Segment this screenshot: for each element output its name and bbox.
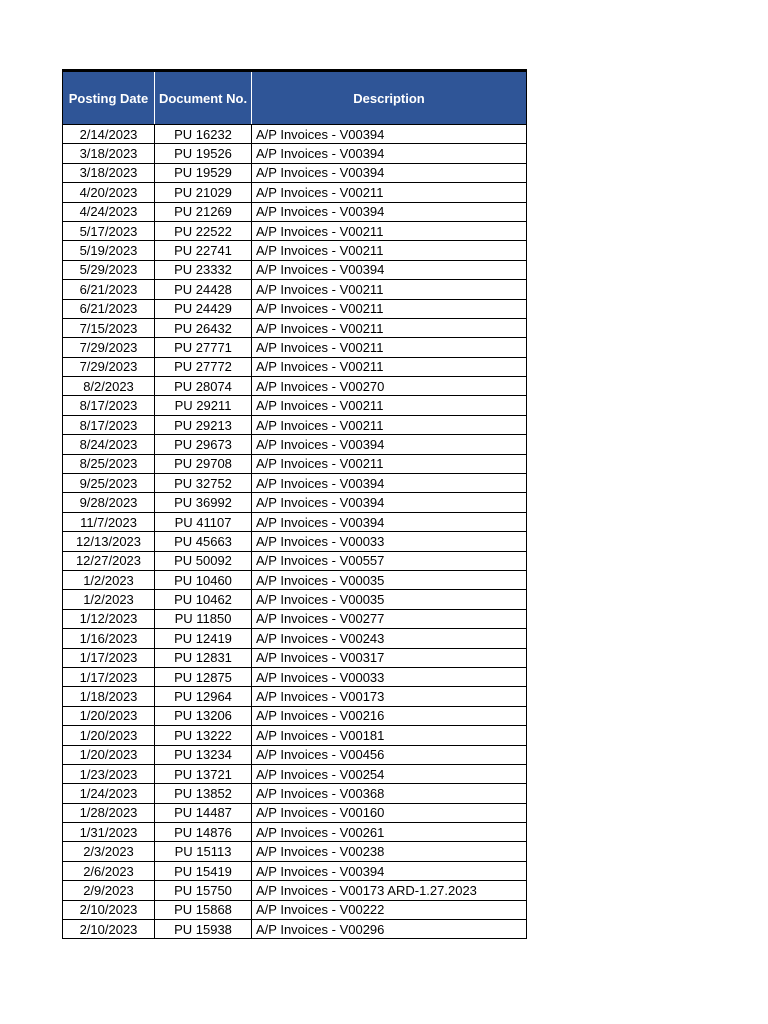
cell-posting-date: 4/20/2023 bbox=[63, 183, 155, 202]
cell-document-no: PU 15868 bbox=[155, 900, 252, 919]
cell-posting-date: 2/10/2023 bbox=[63, 920, 155, 939]
table-row bbox=[63, 144, 527, 163]
cell-description: A/P Invoices - V00160 bbox=[252, 803, 527, 822]
cell-posting-date: 1/28/2023 bbox=[63, 803, 155, 822]
cell-description: A/P Invoices - V00035 bbox=[252, 590, 527, 609]
cell-description: A/P Invoices - V00394 bbox=[252, 125, 527, 144]
table-row bbox=[63, 609, 527, 628]
cell-document-no: PU 41107 bbox=[155, 512, 252, 531]
cell-description: A/P Invoices - V00222 bbox=[252, 900, 527, 919]
table-row bbox=[63, 125, 527, 144]
table-row bbox=[63, 861, 527, 880]
cell-description: A/P Invoices - V00394 bbox=[252, 144, 527, 163]
cell-description: A/P Invoices - V00211 bbox=[252, 396, 527, 415]
cell-posting-date: 7/29/2023 bbox=[63, 357, 155, 376]
cell-document-no: PU 21029 bbox=[155, 183, 252, 202]
cell-description: A/P Invoices - V00211 bbox=[252, 299, 527, 318]
header-row bbox=[63, 71, 527, 125]
table-row bbox=[63, 338, 527, 357]
cell-posting-date: 1/2/2023 bbox=[63, 570, 155, 589]
cell-document-no: PU 29708 bbox=[155, 454, 252, 473]
cell-posting-date: 1/24/2023 bbox=[63, 784, 155, 803]
table-row bbox=[63, 842, 527, 861]
table-row bbox=[63, 532, 527, 551]
cell-posting-date: 1/12/2023 bbox=[63, 609, 155, 628]
cell-description: A/P Invoices - V00173 bbox=[252, 687, 527, 706]
table-row bbox=[63, 396, 527, 415]
cell-posting-date: 8/17/2023 bbox=[63, 415, 155, 434]
cell-description: A/P Invoices - V00368 bbox=[252, 784, 527, 803]
cell-document-no: PU 10462 bbox=[155, 590, 252, 609]
cell-document-no: PU 22522 bbox=[155, 221, 252, 240]
table-row bbox=[63, 784, 527, 803]
cell-description: A/P Invoices - V00211 bbox=[252, 357, 527, 376]
cell-description: A/P Invoices - V00394 bbox=[252, 474, 527, 493]
cell-posting-date: 9/28/2023 bbox=[63, 493, 155, 512]
cell-description: A/P Invoices - V00238 bbox=[252, 842, 527, 861]
cell-description: A/P Invoices - V00173 ARD-1.27.2023 bbox=[252, 881, 527, 900]
cell-description: A/P Invoices - V00394 bbox=[252, 493, 527, 512]
table-row bbox=[63, 900, 527, 919]
cell-document-no: PU 12964 bbox=[155, 687, 252, 706]
table-row bbox=[63, 551, 527, 570]
cell-posting-date: 1/20/2023 bbox=[63, 706, 155, 725]
cell-description: A/P Invoices - V00277 bbox=[252, 609, 527, 628]
cell-posting-date: 2/6/2023 bbox=[63, 861, 155, 880]
header-description: Description bbox=[252, 71, 527, 125]
cell-description: A/P Invoices - V00394 bbox=[252, 435, 527, 454]
table-row bbox=[63, 260, 527, 279]
cell-description: A/P Invoices - V00394 bbox=[252, 163, 527, 182]
cell-document-no: PU 12875 bbox=[155, 667, 252, 686]
cell-posting-date: 1/20/2023 bbox=[63, 745, 155, 764]
cell-posting-date: 1/2/2023 bbox=[63, 590, 155, 609]
cell-posting-date: 8/25/2023 bbox=[63, 454, 155, 473]
cell-description: A/P Invoices - V00211 bbox=[252, 241, 527, 260]
cell-posting-date: 7/15/2023 bbox=[63, 318, 155, 337]
cell-document-no: PU 16232 bbox=[155, 125, 252, 144]
cell-posting-date: 3/18/2023 bbox=[63, 163, 155, 182]
cell-posting-date: 4/24/2023 bbox=[63, 202, 155, 221]
table-row bbox=[63, 823, 527, 842]
cell-document-no: PU 28074 bbox=[155, 377, 252, 396]
cell-posting-date: 12/13/2023 bbox=[63, 532, 155, 551]
table-row bbox=[63, 377, 527, 396]
cell-document-no: PU 11850 bbox=[155, 609, 252, 628]
cell-document-no: PU 29211 bbox=[155, 396, 252, 415]
table-row bbox=[63, 318, 527, 337]
cell-description: A/P Invoices - V00181 bbox=[252, 726, 527, 745]
cell-posting-date: 1/20/2023 bbox=[63, 726, 155, 745]
cell-document-no: PU 22741 bbox=[155, 241, 252, 260]
table-row bbox=[63, 280, 527, 299]
cell-document-no: PU 13206 bbox=[155, 706, 252, 725]
table-row bbox=[63, 493, 527, 512]
invoice-table bbox=[62, 69, 527, 939]
cell-posting-date: 8/2/2023 bbox=[63, 377, 155, 396]
cell-description: A/P Invoices - V00211 bbox=[252, 338, 527, 357]
cell-description: A/P Invoices - V00211 bbox=[252, 454, 527, 473]
cell-posting-date: 9/25/2023 bbox=[63, 474, 155, 493]
cell-posting-date: 1/31/2023 bbox=[63, 823, 155, 842]
cell-description: A/P Invoices - V00394 bbox=[252, 202, 527, 221]
cell-posting-date: 2/14/2023 bbox=[63, 125, 155, 144]
cell-document-no: PU 19526 bbox=[155, 144, 252, 163]
table-row bbox=[63, 726, 527, 745]
table-row bbox=[63, 241, 527, 260]
cell-description: A/P Invoices - V00211 bbox=[252, 318, 527, 337]
cell-document-no: PU 15938 bbox=[155, 920, 252, 939]
cell-document-no: PU 19529 bbox=[155, 163, 252, 182]
cell-posting-date: 1/16/2023 bbox=[63, 629, 155, 648]
table-row bbox=[63, 803, 527, 822]
cell-document-no: PU 26432 bbox=[155, 318, 252, 337]
table-row bbox=[63, 435, 527, 454]
cell-description: A/P Invoices - V00557 bbox=[252, 551, 527, 570]
cell-description: A/P Invoices - V00033 bbox=[252, 667, 527, 686]
table-row bbox=[63, 687, 527, 706]
table-row bbox=[63, 512, 527, 531]
cell-document-no: PU 32752 bbox=[155, 474, 252, 493]
table-row bbox=[63, 667, 527, 686]
cell-document-no: PU 50092 bbox=[155, 551, 252, 570]
cell-posting-date: 8/24/2023 bbox=[63, 435, 155, 454]
cell-posting-date: 5/29/2023 bbox=[63, 260, 155, 279]
cell-description: A/P Invoices - V00261 bbox=[252, 823, 527, 842]
cell-posting-date: 5/17/2023 bbox=[63, 221, 155, 240]
cell-description: A/P Invoices - V00296 bbox=[252, 920, 527, 939]
cell-description: A/P Invoices - V00394 bbox=[252, 260, 527, 279]
cell-posting-date: 1/17/2023 bbox=[63, 667, 155, 686]
cell-document-no: PU 13234 bbox=[155, 745, 252, 764]
cell-description: A/P Invoices - V00317 bbox=[252, 648, 527, 667]
table-row bbox=[63, 183, 527, 202]
table-row bbox=[63, 570, 527, 589]
cell-posting-date: 12/27/2023 bbox=[63, 551, 155, 570]
cell-description: A/P Invoices - V00216 bbox=[252, 706, 527, 725]
cell-posting-date: 2/10/2023 bbox=[63, 900, 155, 919]
table-row bbox=[63, 163, 527, 182]
cell-description: A/P Invoices - V00211 bbox=[252, 415, 527, 434]
cell-document-no: PU 27772 bbox=[155, 357, 252, 376]
table-row bbox=[63, 357, 527, 376]
cell-description: A/P Invoices - V00394 bbox=[252, 512, 527, 531]
cell-description: A/P Invoices - V00211 bbox=[252, 221, 527, 240]
cell-posting-date: 5/19/2023 bbox=[63, 241, 155, 260]
cell-document-no: PU 10460 bbox=[155, 570, 252, 589]
cell-posting-date: 7/29/2023 bbox=[63, 338, 155, 357]
table-row bbox=[63, 474, 527, 493]
cell-document-no: PU 29213 bbox=[155, 415, 252, 434]
cell-description: A/P Invoices - V00254 bbox=[252, 764, 527, 783]
table-row bbox=[63, 745, 527, 764]
cell-document-no: PU 23332 bbox=[155, 260, 252, 279]
cell-document-no: PU 13852 bbox=[155, 784, 252, 803]
cell-posting-date: 1/17/2023 bbox=[63, 648, 155, 667]
table-row bbox=[63, 706, 527, 725]
cell-description: A/P Invoices - V00456 bbox=[252, 745, 527, 764]
cell-document-no: PU 27771 bbox=[155, 338, 252, 357]
cell-document-no: PU 12831 bbox=[155, 648, 252, 667]
table-row bbox=[63, 590, 527, 609]
cell-posting-date: 1/18/2023 bbox=[63, 687, 155, 706]
cell-document-no: PU 14487 bbox=[155, 803, 252, 822]
cell-description: A/P Invoices - V00035 bbox=[252, 570, 527, 589]
cell-posting-date: 11/7/2023 bbox=[63, 512, 155, 531]
cell-posting-date: 6/21/2023 bbox=[63, 280, 155, 299]
cell-posting-date: 6/21/2023 bbox=[63, 299, 155, 318]
cell-document-no: PU 12419 bbox=[155, 629, 252, 648]
cell-posting-date: 1/23/2023 bbox=[63, 764, 155, 783]
cell-posting-date: 2/3/2023 bbox=[63, 842, 155, 861]
cell-document-no: PU 24428 bbox=[155, 280, 252, 299]
cell-description: A/P Invoices - V00243 bbox=[252, 629, 527, 648]
table-row bbox=[63, 648, 527, 667]
cell-posting-date: 2/9/2023 bbox=[63, 881, 155, 900]
header-posting-date: Posting Date bbox=[63, 71, 155, 125]
cell-posting-date: 8/17/2023 bbox=[63, 396, 155, 415]
cell-description: A/P Invoices - V00211 bbox=[252, 183, 527, 202]
table-body bbox=[63, 125, 527, 939]
header-document-no: Document No. bbox=[155, 71, 252, 125]
table-row bbox=[63, 920, 527, 939]
cell-document-no: PU 45663 bbox=[155, 532, 252, 551]
cell-description: A/P Invoices - V00270 bbox=[252, 377, 527, 396]
table-row bbox=[63, 221, 527, 240]
cell-document-no: PU 15113 bbox=[155, 842, 252, 861]
cell-document-no: PU 21269 bbox=[155, 202, 252, 221]
cell-document-no: PU 13222 bbox=[155, 726, 252, 745]
table-row bbox=[63, 629, 527, 648]
table-row bbox=[63, 764, 527, 783]
cell-document-no: PU 13721 bbox=[155, 764, 252, 783]
cell-document-no: PU 14876 bbox=[155, 823, 252, 842]
table-row bbox=[63, 202, 527, 221]
table-row bbox=[63, 454, 527, 473]
cell-description: A/P Invoices - V00211 bbox=[252, 280, 527, 299]
cell-document-no: PU 15750 bbox=[155, 881, 252, 900]
cell-description: A/P Invoices - V00394 bbox=[252, 861, 527, 880]
cell-description: A/P Invoices - V00033 bbox=[252, 532, 527, 551]
cell-document-no: PU 36992 bbox=[155, 493, 252, 512]
table-row bbox=[63, 881, 527, 900]
cell-document-no: PU 24429 bbox=[155, 299, 252, 318]
table-row bbox=[63, 415, 527, 434]
cell-document-no: PU 29673 bbox=[155, 435, 252, 454]
cell-posting-date: 3/18/2023 bbox=[63, 144, 155, 163]
cell-document-no: PU 15419 bbox=[155, 861, 252, 880]
table-row bbox=[63, 299, 527, 318]
